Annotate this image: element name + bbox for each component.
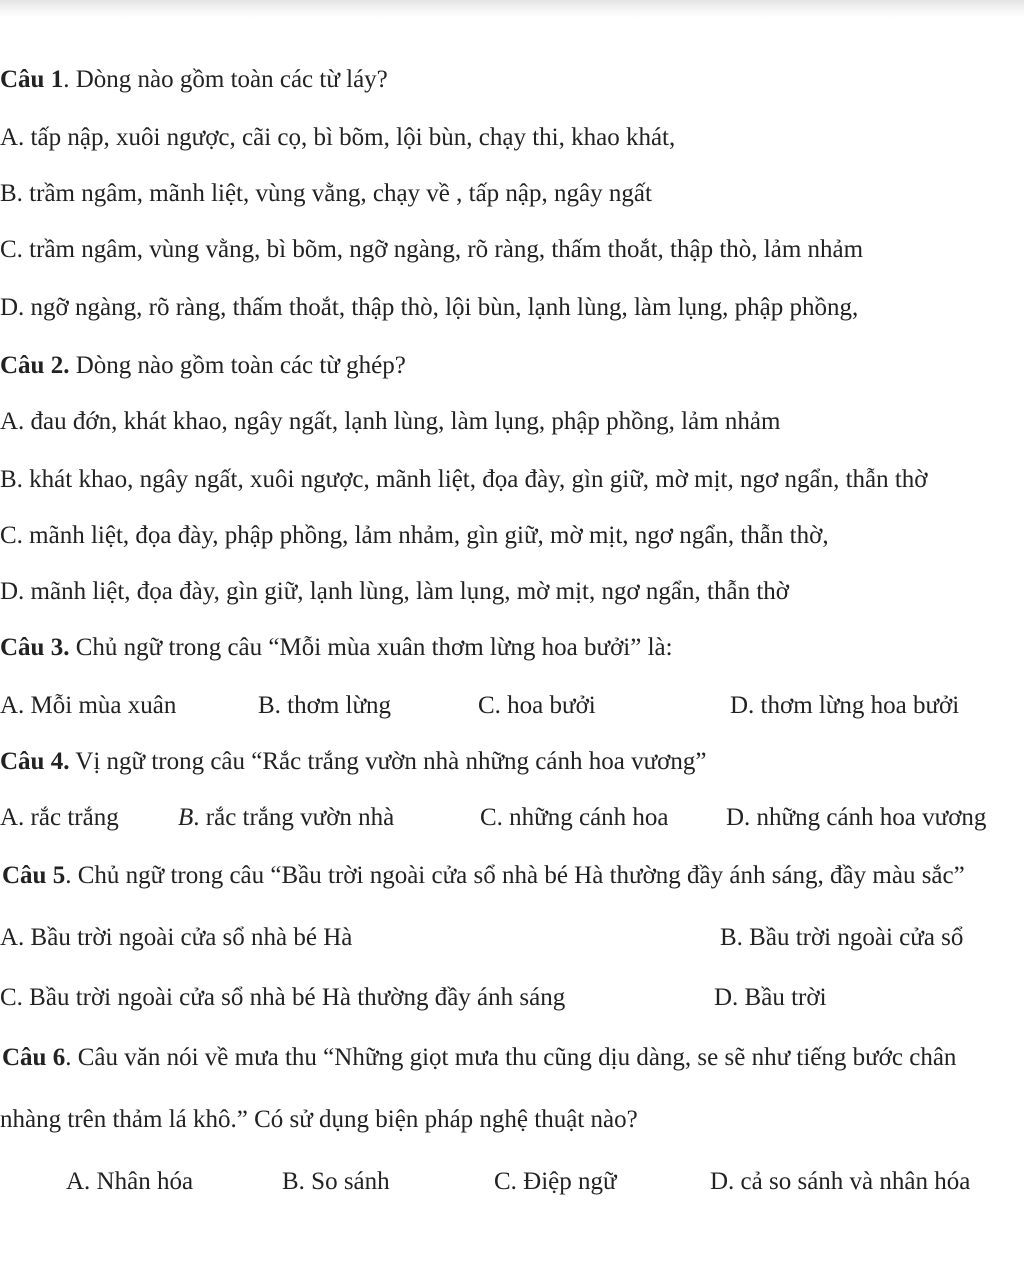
question-4 bbox=[0, 746, 706, 778]
q1-option-d: D. ngỡ ngàng, rõ ràng, thấm thoắt, thập thò, lội bùn, lạnh lùng, làm lụng, phập phồng, bbox=[0, 294, 859, 321]
q2-option-c: C. mãnh liệt, đọa đày, phập phồng, lảm nhảm, gìn giữ, mờ mịt, ngơ ngẩn, thẫn thờ, bbox=[0, 522, 829, 549]
question-number: Câu 3. bbox=[0, 634, 70, 661]
q4-option-c: C. những cánh hoa bbox=[480, 804, 669, 831]
question-1 bbox=[0, 64, 388, 96]
q5-option-b: B. Bầu trời ngoài cửa sổ bbox=[720, 924, 964, 951]
question-text: Dòng nào gồm toàn các từ ghép? bbox=[69, 352, 406, 379]
question-2 bbox=[0, 350, 406, 382]
question-text: . Câu văn nói về mưa thu “Những giọt mưa thu cũng dịu dàng, se sẽ như tiếng bước chân bbox=[65, 1044, 957, 1071]
q3-option-d: D. thơm lừng hoa bưởi bbox=[730, 692, 960, 719]
question-6 bbox=[2, 1042, 956, 1074]
q3-option-a: A. Mỗi mùa xuân bbox=[0, 692, 177, 719]
q1-option-c: C. trầm ngâm, vùng vằng, bì bõm, ngỡ ngàng, rõ ràng, thấm thoắt, thập thò, lảm nhảm bbox=[0, 236, 864, 263]
q2-option-b: B. khát khao, ngây ngất, xuôi ngược, mãnh liệt, đọa đày, gìn giữ, mờ mịt, ngơ ngẩn, thẫn thờ bbox=[0, 466, 928, 493]
question-text: . Dòng nào gồm toàn các từ láy? bbox=[63, 66, 388, 93]
question-number: Câu 6 bbox=[2, 1044, 66, 1071]
q4-option-b-letter: B bbox=[178, 804, 194, 831]
q5-option-a: A. Bầu trời ngoài cửa sổ nhà bé Hà bbox=[0, 924, 353, 951]
q6-option-b: B. So sánh bbox=[282, 1168, 390, 1195]
question-number: Câu 1 bbox=[0, 66, 64, 93]
question-number: Câu 5 bbox=[2, 862, 66, 889]
question-number: Câu 2. bbox=[0, 352, 70, 379]
question-text: Vị ngữ trong câu “Rắc trắng vườn nhà những cánh hoa vương” bbox=[69, 748, 707, 775]
q2-option-a: A. đau đớn, khát khao, ngây ngất, lạnh lùng, làm lụng, phập phồng, lảm nhảm bbox=[0, 408, 781, 435]
q1-option-a: A. tấp nập, xuôi ngược, cãi cọ, bì bõm, lội bùn, chạy thi, khao khát, bbox=[0, 124, 676, 151]
q6-option-a: A. Nhân hóa bbox=[66, 1168, 194, 1195]
q6-option-c: C. Điệp ngữ bbox=[494, 1168, 617, 1195]
q4-option-b-text: . rắc trắng vườn nhà bbox=[193, 804, 395, 831]
q3-option-c: C. hoa bưởi bbox=[478, 692, 596, 719]
q3-option-b: B. thơm lừng bbox=[258, 692, 392, 719]
q5-option-c: C. Bầu trời ngoài cửa sổ nhà bé Hà thường đầy ánh sáng bbox=[0, 984, 566, 1011]
q6-option-d: D. cả so sánh và nhân hóa bbox=[710, 1168, 971, 1195]
question-5 bbox=[2, 860, 965, 892]
q1-option-b: B. trầm ngâm, mãnh liệt, vùng vằng, chạy về , tấp nập, ngây ngất bbox=[0, 180, 652, 207]
q4-option-a: A. rắc trắng bbox=[0, 804, 119, 831]
question-text: . Chủ ngữ trong câu “Bầu trời ngoài cửa sổ nhà bé Hà thường đầy ánh sáng, đầy màu sắc” bbox=[65, 862, 965, 889]
q4-option-b bbox=[178, 802, 394, 834]
question-number: Câu 4. bbox=[0, 748, 70, 775]
q4-option-d: D. những cánh hoa vương bbox=[726, 804, 987, 831]
question-text: Chủ ngữ trong câu “Mỗi mùa xuân thơm lừng hoa bưởi” là: bbox=[69, 634, 673, 661]
question-6-continued: nhàng trên thảm lá khô.” Có sử dụng biện pháp nghệ thuật nào? bbox=[0, 1106, 638, 1133]
question-3 bbox=[0, 632, 673, 664]
q2-option-d: D. mãnh liệt, đọa đày, gìn giữ, lạnh lùng, làm lụng, mờ mịt, ngơ ngẩn, thẫn thờ bbox=[0, 578, 789, 605]
q5-option-d: D. Bầu trời bbox=[714, 984, 827, 1011]
